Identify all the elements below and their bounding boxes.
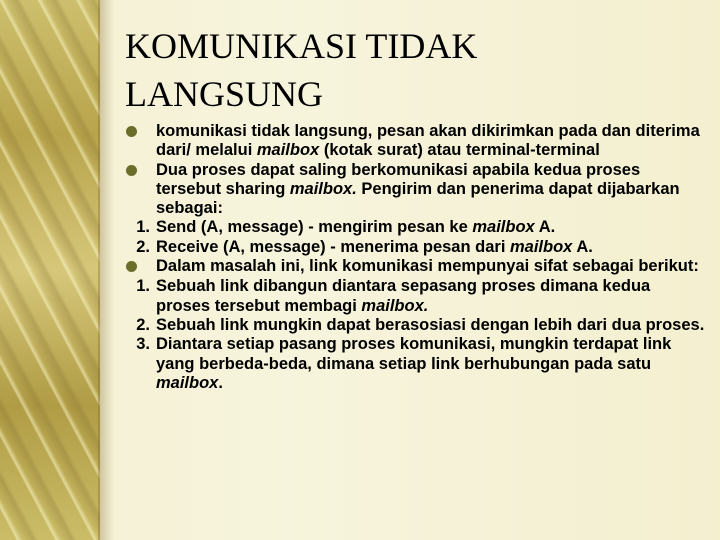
italic-term: mailbox bbox=[472, 218, 535, 237]
list-item bbox=[125, 122, 707, 161]
bullet-dot-icon bbox=[125, 161, 156, 181]
list-number: 2. bbox=[136, 237, 150, 256]
title-line-2: LANGSUNG bbox=[125, 74, 323, 114]
list-number: 3. bbox=[136, 335, 150, 354]
border-shadow bbox=[98, 0, 114, 540]
list-item bbox=[125, 335, 707, 393]
list-item bbox=[125, 218, 707, 237]
list-item-text bbox=[156, 218, 555, 237]
slide-body bbox=[125, 122, 707, 393]
text-segment: Dalam masalah ini, link komunikasi mempunyai sifat sebagai berikut: bbox=[156, 257, 699, 276]
slide-title bbox=[125, 22, 685, 118]
list-item bbox=[125, 238, 707, 257]
list-item-text bbox=[156, 122, 707, 161]
title-line-1: KOMUNIKASI TIDAK bbox=[125, 26, 478, 66]
list-item-text bbox=[156, 316, 704, 335]
bullet-dot-icon bbox=[125, 257, 156, 277]
list-number: 1. bbox=[136, 277, 150, 296]
italic-term: mailbox bbox=[510, 237, 573, 256]
text-segment: A. bbox=[572, 237, 593, 256]
list-item bbox=[125, 316, 707, 335]
list-item bbox=[125, 257, 707, 277]
list-number: 1. bbox=[136, 218, 150, 237]
text-segment: Pengirim dan penerima dapat dijabarkan sebagai: bbox=[156, 179, 680, 218]
text-segment: Sebuah link dibangun diantara sepasang proses dimana kedua proses tersebut membagi bbox=[156, 277, 651, 315]
list-item-text bbox=[156, 335, 707, 393]
text-segment: Diantara setiap pasang proses komunikasi, mungkin terdapat link yang berbeda-beda, dimana setiap link berhubungan pada satu bbox=[156, 335, 672, 373]
italic-term: mailbox. bbox=[361, 296, 429, 315]
text-segment: Sebuah link mungkin dapat berasosiasi dengan lebih dari dua proses. bbox=[156, 315, 705, 334]
text-segment: Dua proses dapat saling berkomunikasi apabila kedua proses tersebut sharing bbox=[156, 160, 641, 198]
list-item-text bbox=[156, 238, 593, 257]
decorative-gold-border bbox=[0, 0, 100, 540]
italic-term: mailbox bbox=[156, 373, 219, 392]
list-item-text bbox=[156, 277, 707, 316]
list-item bbox=[125, 277, 707, 316]
text-segment: komunikasi tidak langsung, pesan akan dikirimkan pada dan diterima dari/ melalui bbox=[156, 122, 700, 160]
text-segment: Receive (A, message) - menerima pesan dari bbox=[156, 237, 510, 256]
list-item bbox=[125, 161, 707, 219]
list-item-text bbox=[156, 257, 699, 276]
text-segment: . bbox=[218, 373, 223, 392]
text-segment: Send (A, message) - mengirim pesan ke bbox=[156, 218, 473, 237]
text-segment: A. bbox=[534, 218, 556, 237]
bullet-dot-icon bbox=[125, 122, 156, 142]
italic-term: mailbox. bbox=[289, 179, 357, 198]
italic-term: mailbox bbox=[256, 141, 320, 160]
text-segment: (kotak surat) atau terminal-terminal bbox=[319, 141, 600, 160]
list-number: 2. bbox=[136, 315, 150, 334]
list-item-text bbox=[156, 161, 707, 219]
